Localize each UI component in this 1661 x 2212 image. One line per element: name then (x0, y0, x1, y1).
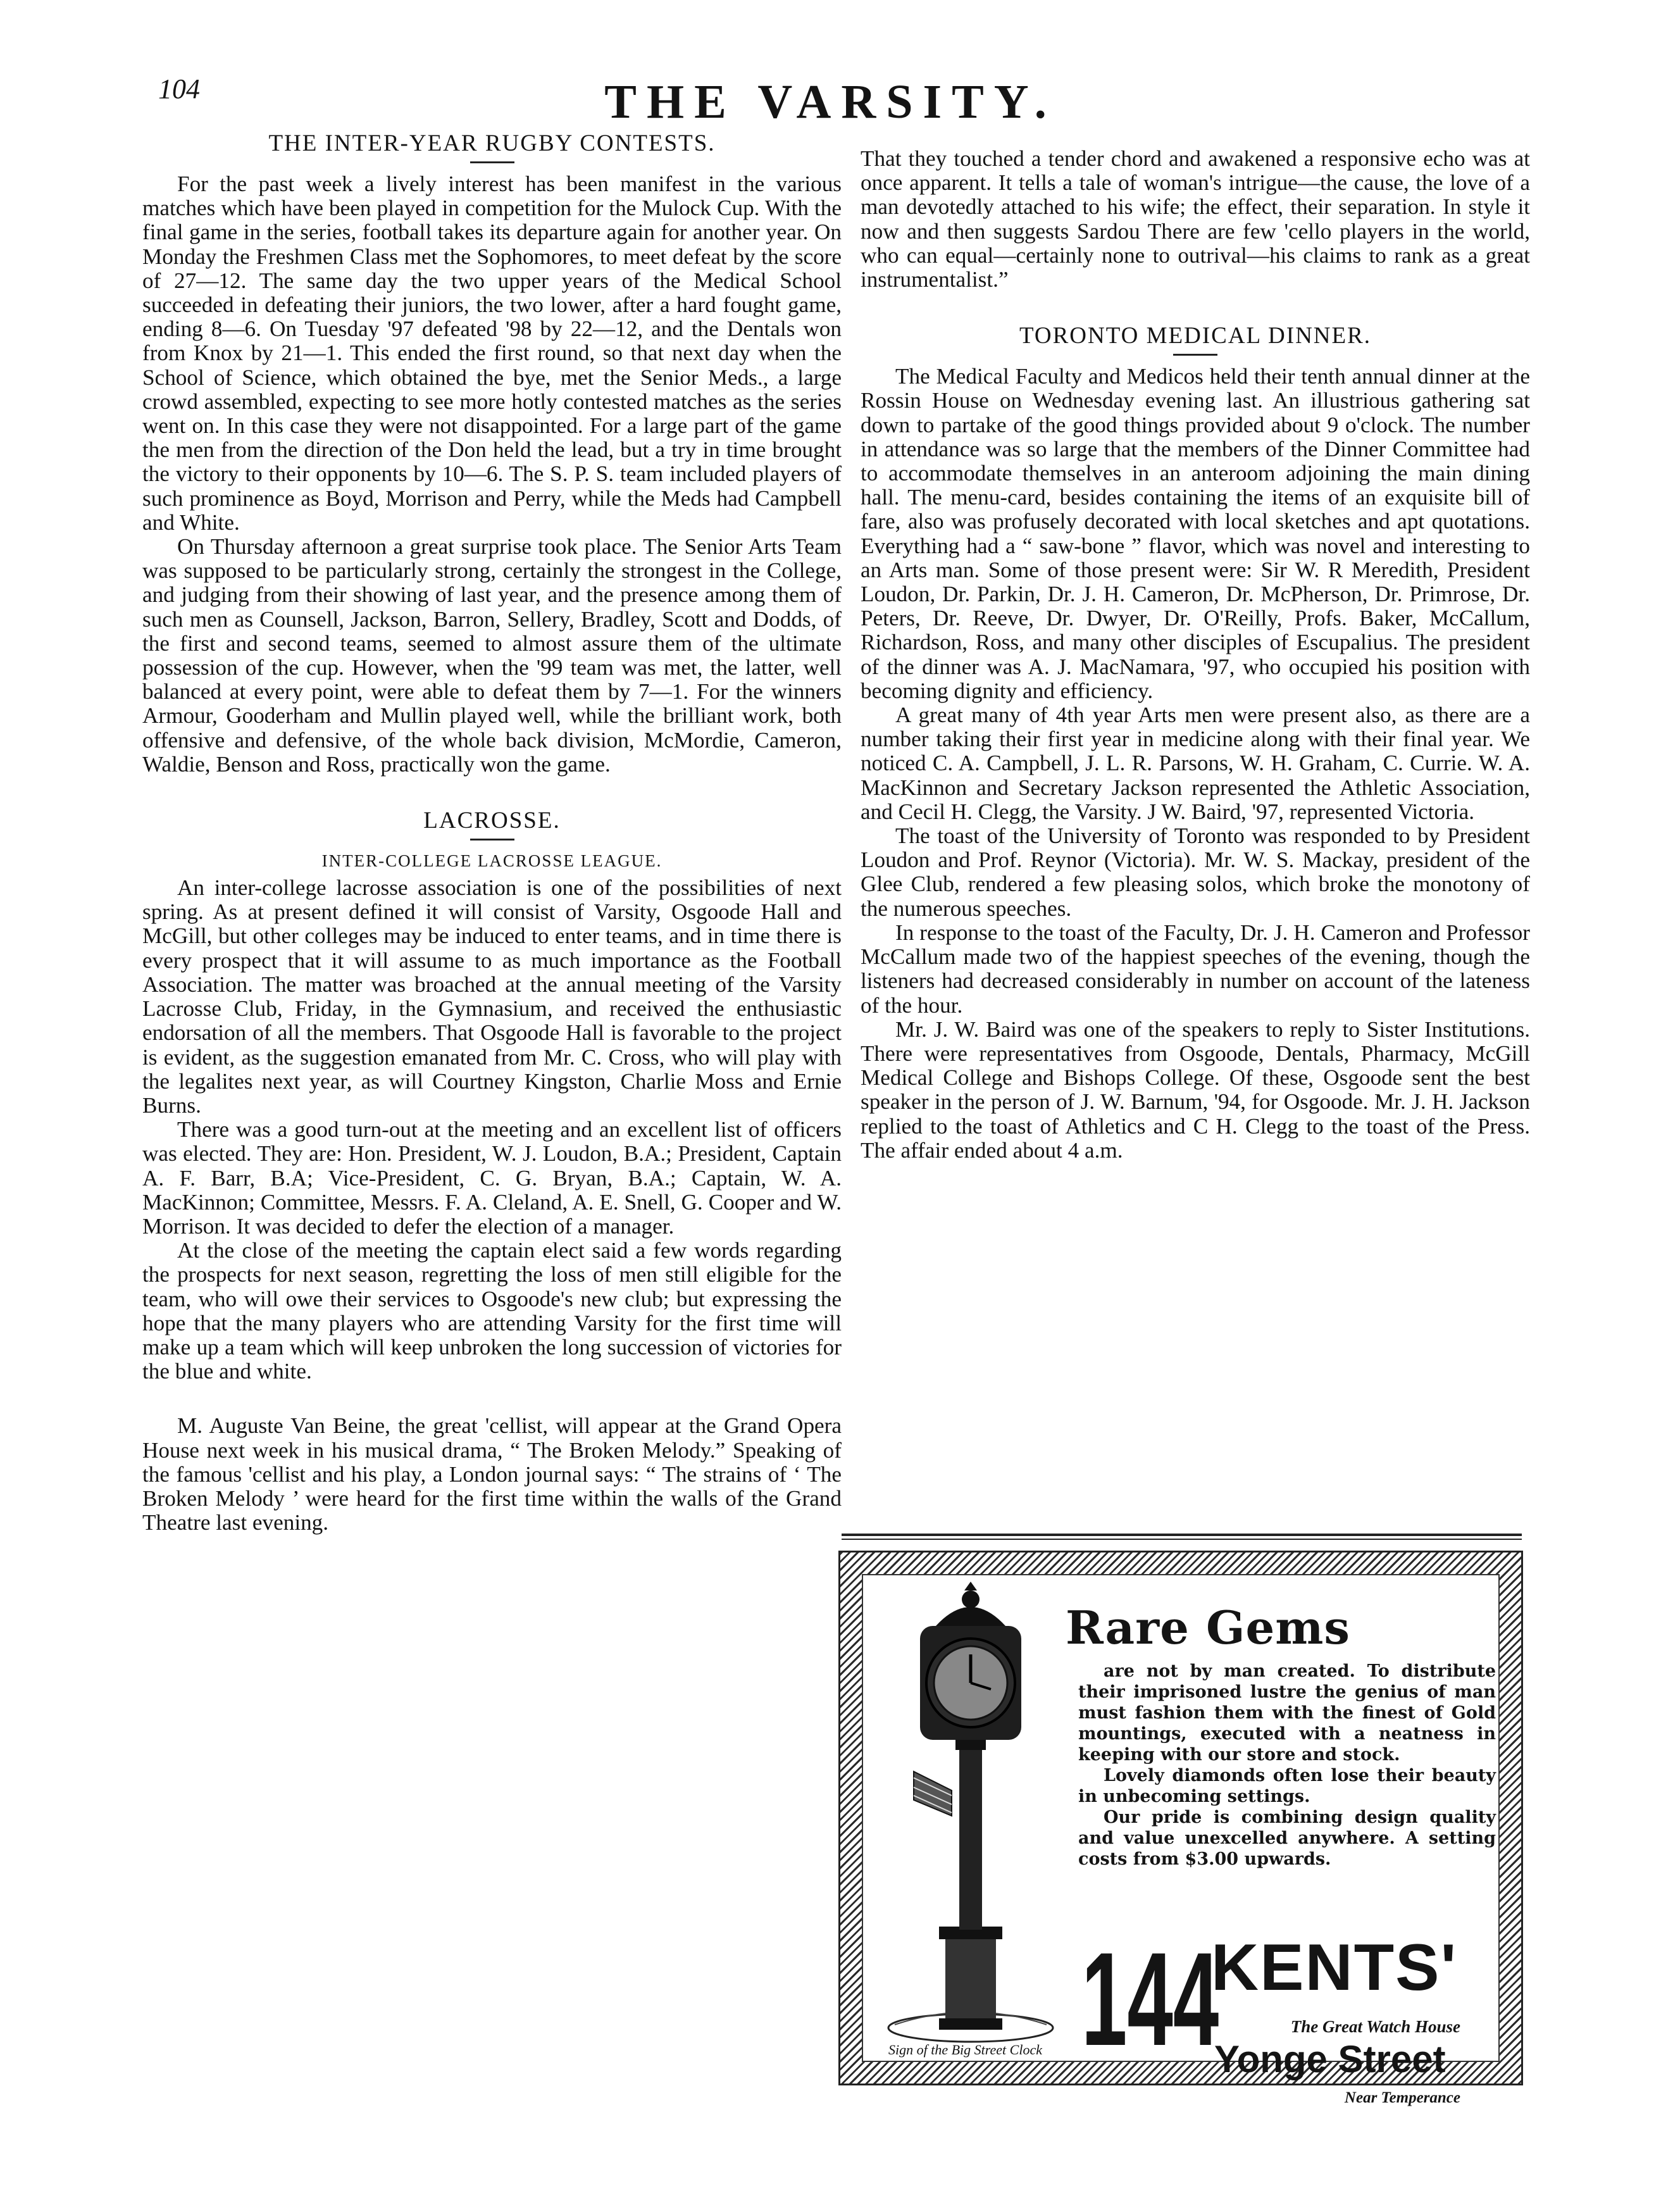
advert-paragraph-3: Our pride is combining design quality and value unexcelled anywhere. A setting costs from $3.00 upwards. (1078, 1808, 1496, 1869)
medical-dinner-heading: TORONTO MEDICAL DINNER. (1019, 323, 1372, 349)
page-number: 104 (158, 73, 200, 104)
lacrosse-paragraph-2: There was a good turn-out at the meeting and an excellent list of officers was elected. They are: Hon. President, W. J. Loudon, B.A.; President, Captain A. F. Barr, B.A; Vice-President, C. G. Bryan, B.A.; Captain, W. A. MacKinnon; Committee, Messrs. F. A. Cleland, A. E. Snell, G. Cooper and W. Morrison. It was decided to defer the election of a manager. (142, 1117, 842, 1239)
left-column (142, 130, 842, 1535)
section-divider (842, 1534, 1522, 1540)
rugby-paragraph-1: For the past week a lively interest has been manifest in the various matches which have been played in competition for the Mulock Cup. With the final game in the series, football takes its departure again for another year. On Monday the Freshmen Class met the Sophomores, to meet defeat by the score of 27—12. The same day the two upper years of the Medical School succeeded in defeating their juniors, the two lower, after a hard fought game, ending 8—6. On Tuesday '97 defeated '98 by 22—12, and the Dentals won from Knox by 21—1. This ended the first round, so that next day when the School of Science, which obtained the bye, met the Senior Meds., a large crowd assembled, expecting to see more hotly contested matches as the series went on. In this case they were not disappointed. For a large part of the game the men from the direction of the Don held the lead, but a try in time brought the victory to their opponents by 10—6. The S. P. S. team included players of such prominence as Boyd, Morrison and Perry, while the Meds had Campbell and White. (142, 172, 842, 535)
heading-rule (1173, 354, 1217, 356)
advert-title: Rare Gems (1066, 1601, 1350, 1654)
medical-paragraph-3: The toast of the University of Toronto was responded to by President Loudon and Prof. Reynor (Victoria). Mr. W. S. Mackay, president of the Glee Club, rendered a few pleasing solos, which broke the monotony of the numerous speeches. (861, 823, 1530, 921)
street-number: 144 (1081, 1925, 1219, 2073)
medical-paragraph-2: A great many of 4th year Arts men were present also, as there are a number taking their first year in medicine along with their final year. We noticed C. A. Campbell, J. L. R. Parsons, W. H. Graham, C. Currie. W. A. MacKinnon and Secretary Jackson represented the Athletic Association, and Cecil H. Clegg, the Varsity. J W. Baird, '97, represented Victoria. (861, 703, 1530, 824)
van-beine-continued: That they touched a tender chord and awakened a responsive echo was at once apparent. It tells a tale of woman's intrigue—the cause, the love of a man devotedly attached to his wife; the effect, their separation. In style it now and then suggests Sardou There are few 'cello players in the world, who can equal—certainly none to outrival—his claims to rank as a great instrumentalist.” (861, 146, 1530, 292)
van-beine-paragraph: M. Auguste Van Beine, the great 'cellist, will appear at the Grand Opera House next week in his musical drama, “ The Broken Melody.” Speaking of the famous 'cellist and his play, a London journal says: “ The strains of ‘ The Broken Melody ’ were heard for the first time within the walls of the Grand Theatre last evening. (142, 1413, 842, 1535)
street-name: Yonge Street (1214, 2038, 1446, 2080)
lacrosse-heading: LACROSSE. (423, 808, 561, 834)
advert-paragraph-2: Lovely diamonds often lose their beauty in unbecoming settings. (1078, 1766, 1496, 1806)
heading-rule (470, 839, 514, 840)
street-clock-illustration (876, 1582, 1078, 2050)
heading-rule (470, 161, 514, 163)
advert-panel (862, 1574, 1500, 2106)
advert-paragraph-1: are not by man created. To distribute their imprisoned lustre the genius of man must fashion them with the finest of Gold mountings, executed with a neatness in keeping with our store and stock. (1078, 1661, 1496, 1765)
advert-body (1078, 1661, 1496, 1870)
near-landmark: Near Temperance (1344, 2089, 1460, 2106)
lacrosse-paragraph-3: At the close of the meeting the captain elect said a few words regarding the prospects for next season, regretting the loss of men still eligible for the team, who will owe their services to Osgoode's new club; but expressing the hope that the many players who are attending Varsity for the first time will make up a team which will keep unbroken the long succession of victories for the blue and white. (142, 1238, 842, 1384)
lacrosse-paragraph-1: An inter-college lacrosse association is one of the possibilities of next spring. As at present defined it will consist of Varsity, Osgoode Hall and McGill, but other colleges may be induced to enter teams, and in time there is every prospect that it will assume to as much importance as the Football Association. The matter was broached at the annual meeting of the Varsity Lacrosse Club, Friday, in the Gymnasium, and received the enthusiastic endorsation of all the members. That Osgoode Hall is favorable to the project is evident, as the suggestion emanated from Mr. C. Cross, who will play with the legalites next year, as will Courtney Kingston, Charlie Moss and Ernie Burns. (142, 875, 842, 1118)
brand-tagline: The Great Watch House (1290, 2017, 1460, 2036)
kents-advertisement (838, 1551, 1523, 2106)
right-column (861, 147, 1530, 1163)
rugby-paragraph-2: On Thursday afternoon a great surprise took place. The Senior Arts Team was supposed to be particularly strong, certainly the strongest in the College, and judging from their showing of last year, and the presence among them of such men as Counsell, Jackson, Barron, Sellery, Bradley, Scott and Dodds, of the first and second teams, seemed to almost assure them of the ultimate possession of the cup. However, when the '99 team was met, the latter, well balanced at every point, were able to defeat them by 7—1. For the winners Armour, Gooderham and Mullin played well, while the brilliant work, both offensive and defensive, of the whole back division, McMordie, Cameron, Waldie, Benson and Ross, practically won the game. (142, 534, 842, 777)
lacrosse-subheading: INTER-COLLEGE LACROSSE LEAGUE. (321, 851, 663, 871)
rugby-heading: THE INTER-YEAR RUGBY CONTESTS. (268, 130, 716, 156)
masthead: THE VARSITY. (604, 75, 1057, 128)
brand-name: KENTS' (1211, 1931, 1458, 2004)
clock-caption: Sign of the Big Street Clock (888, 2042, 1042, 2058)
medical-paragraph-5: Mr. J. W. Baird was one of the speakers to reply to Sister Institutions. There were representatives from Osgoode, Dentals, Pharmacy, McGill Medical College and Bishops College. Of these, Osgoode sent the best speaker in the person of J. W. Barnum, '94, for Osgoode. Mr. J. H. Jackson replied to the toast of Athletics and C H. Clegg to the toast of the Press. The affair ended about 4 a.m. (861, 1016, 1530, 1163)
medical-paragraph-4: In response to the toast of the Faculty, Dr. J. H. Cameron and Professor McCallum made two of the happiest speeches of the evening, though the listeners had decreased considerably in number on account of the lateness of the hour. (861, 920, 1530, 1018)
medical-paragraph-1: The Medical Faculty and Medicos held their tenth annual dinner at the Rossin House on Wednesday evening last. An illustrious gathering sat down to partake of the good things provided about 9 o'clock. The number in attendance was so large that the members of the Dinner Committee had to accommodate themselves in an anteroom adjoining the main dining hall. The menu-card, besides containing the items of an exquisite bill of fare, also was profusely decorated with local sketches and apt quotations. Everything had a “ saw-bone ” flavor, which was novel and interesting to an Arts man. Some of those present were: Sir W. R Meredith, President Loudon, Dr. Parkin, Dr. J. H. Cameron, Dr. McPherson, Dr. Primrose, Dr. Peters, Dr. Reeve, Dr. Dwyer, Dr. O'Reilly, Profs. Baker, McCallum, Richardson, Ross, and many other disciples of Escupalius. The president of the dinner was A. J. MacNamara, '97, who occupied his position with becoming dignity and efficiency. (861, 364, 1530, 703)
